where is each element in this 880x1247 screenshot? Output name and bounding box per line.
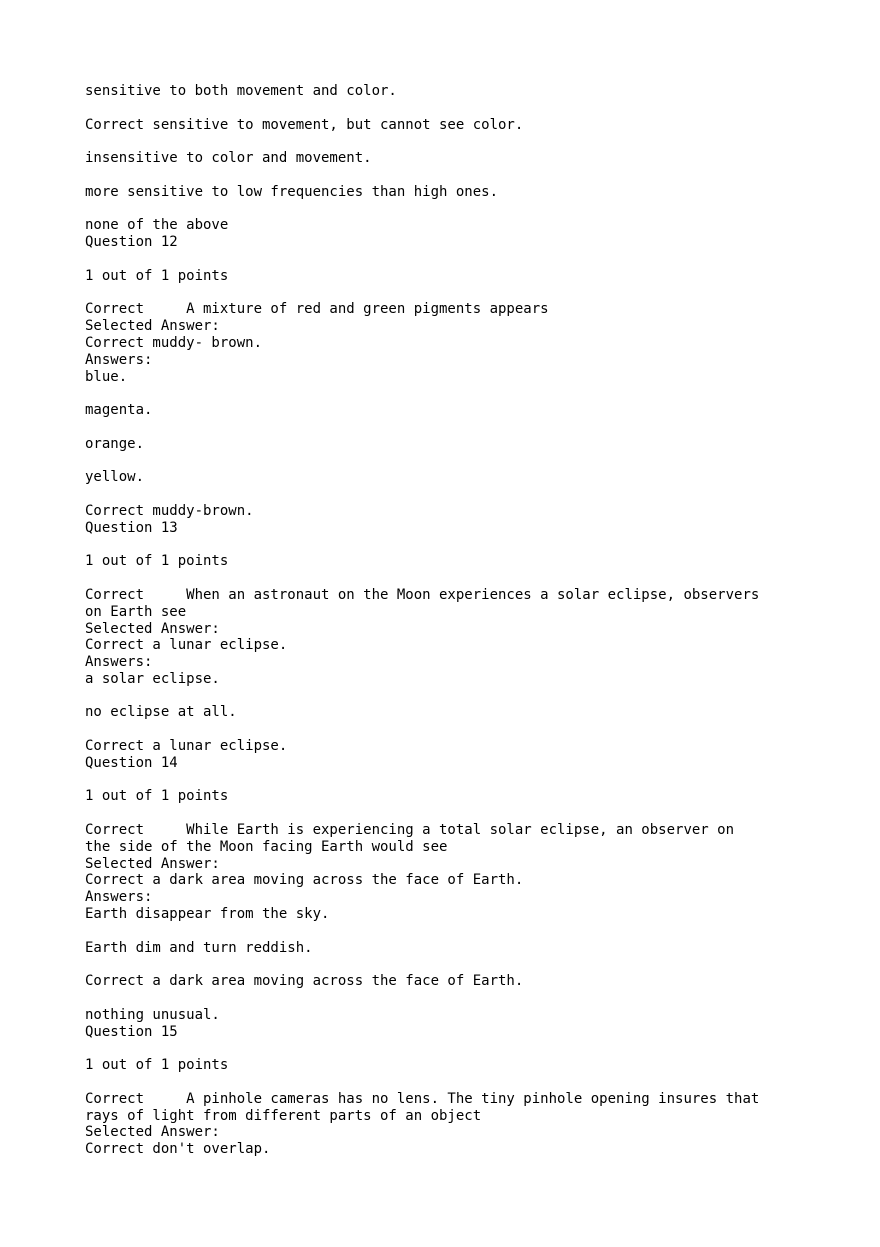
- answer-option: magenta.: [85, 402, 153, 419]
- correct-answer-option: Correct a lunar eclipse.: [85, 738, 288, 755]
- blank-line: [85, 570, 845, 587]
- answer-option: orange.: [85, 435, 145, 452]
- answer-option: sensitive to both movement and color.: [85, 83, 397, 99]
- blank-line: [85, 956, 845, 973]
- blank-line: [85, 419, 845, 436]
- blank-line: [85, 167, 845, 184]
- answer-option: no eclipse at all.: [85, 704, 237, 721]
- blank-line: [85, 486, 845, 503]
- blank-line: [85, 721, 845, 738]
- correct-answer-option: Correct sensitive to movement, but cannot see color.: [85, 116, 524, 133]
- question-heading: Question 15: [85, 1023, 178, 1040]
- answers-label: Answers:: [85, 654, 153, 671]
- answer-option: a solar eclipse.: [85, 670, 220, 687]
- correct-answer-option: Correct a lunar eclipse.: [85, 637, 288, 654]
- blank-line: [85, 100, 845, 117]
- blank-line: [85, 285, 845, 302]
- answer-option: yellow.: [85, 469, 145, 486]
- correct-answer-option: Correct a dark area moving across the face of Earth.: [85, 872, 524, 889]
- answer-option: the side of the Moon facing Earth would see: [85, 838, 448, 855]
- question-heading: Question 12: [85, 234, 178, 251]
- question-heading: Question 14: [85, 754, 178, 771]
- question-heading: Question 13: [85, 519, 178, 536]
- correct-answer-option: Correct muddy-brown.: [85, 502, 254, 519]
- selected-answer-label: Selected Answer:: [85, 620, 220, 637]
- blank-line: [85, 1074, 845, 1091]
- blank-line: [85, 201, 845, 218]
- selected-answer-label: Selected Answer:: [85, 318, 220, 335]
- question-prompt: Correct A pinhole cameras has no lens. The tiny pinhole opening insures that: [85, 1090, 760, 1107]
- blank-line: [85, 923, 845, 940]
- selected-answer-label: Selected Answer:: [85, 855, 220, 872]
- blank-line: [85, 453, 845, 470]
- answer-option: blue.: [85, 368, 128, 385]
- points-score: 1 out of 1 points: [85, 267, 229, 284]
- blank-line: [85, 990, 845, 1007]
- answer-option: Earth disappear from the sky.: [85, 906, 330, 923]
- selected-answer-label: Selected Answer:: [85, 1124, 220, 1141]
- blank-line: [85, 251, 845, 268]
- answer-option: Earth dim and turn reddish.: [85, 939, 313, 956]
- blank-line: [85, 688, 845, 705]
- points-score: 1 out of 1 points: [85, 553, 229, 570]
- points-score: 1 out of 1 points: [85, 788, 229, 805]
- answer-option: none of the above: [85, 217, 229, 234]
- question-prompt: Correct While Earth is experiencing a total solar eclipse, an observer on: [85, 822, 735, 839]
- points-score: 1 out of 1 points: [85, 1057, 229, 1074]
- answers-label: Answers:: [85, 889, 153, 906]
- blank-line: [85, 537, 845, 554]
- document-page: [85, 83, 845, 1158]
- blank-line: [85, 805, 845, 822]
- correct-answer-option: Correct a dark area moving across the face of Earth.: [85, 973, 524, 990]
- correct-answer-option: Correct muddy- brown.: [85, 334, 263, 351]
- answer-option: on Earth see: [85, 603, 187, 620]
- answer-option: rays of light from different parts of an object: [85, 1107, 482, 1124]
- answer-option: nothing unusual.: [85, 1006, 220, 1023]
- correct-answer-option: Correct don't overlap.: [85, 1141, 271, 1158]
- blank-line: [85, 1040, 845, 1057]
- blank-line: [85, 133, 845, 150]
- question-prompt: Correct When an astronaut on the Moon experiences a solar eclipse, observers: [85, 586, 760, 603]
- question-prompt: Correct A mixture of red and green pigments appears: [85, 301, 549, 318]
- answer-option: insensitive to color and movement.: [85, 150, 372, 167]
- blank-line: [85, 385, 845, 402]
- answers-label: Answers:: [85, 351, 153, 368]
- answer-option: more sensitive to low frequencies than high ones.: [85, 183, 499, 200]
- blank-line: [85, 772, 845, 789]
